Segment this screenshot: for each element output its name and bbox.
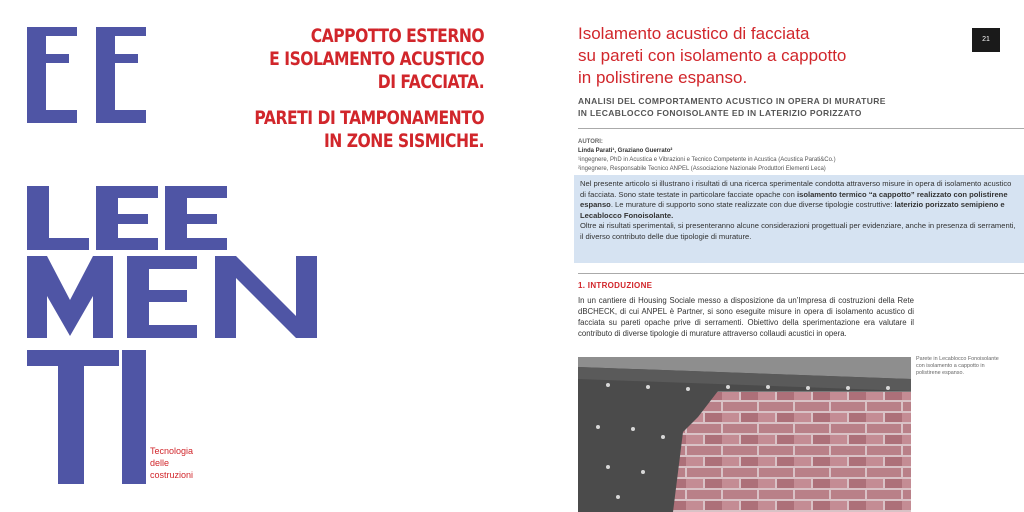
page-number: 21 (972, 28, 1000, 52)
article-subtitle (578, 95, 968, 119)
headline-line: CAPPOTTO ESTERNO (310, 25, 484, 47)
letter-e-1 (27, 27, 77, 75)
affiliation-1: ¹ingegnere, PhD in Acustica e Vibrazioni e Tecnico Competente in Acustica (Acustica Parati&Co.) (578, 157, 836, 163)
intro-paragraph: In un cantiere di Housing Sociale messo a disposizione da un’Impresa di costruzioni della Rete dBCHECK, di cui ANPEL è Partner, si sono eseguite misure in opera di isolamento acustico di facciata su pareti opache prive di serramenti. Obiettivo della sperimentazione era valutare il contributo di diverse tipologie di murature attraverso collaudi acustici in opera. (578, 296, 914, 338)
authors-label: AUTORI: (578, 139, 603, 145)
authors-names: Linda Parati¹, Graziano Guerrato² (578, 148, 673, 154)
headline-line: DI FACCIATA. (377, 71, 484, 93)
divider (578, 128, 1024, 129)
subtitle-line: IN LECABLOCCO FONOISOLANTE ED IN LATERIZIO PORIZZATO (578, 108, 862, 118)
headline-pareti (254, 107, 484, 153)
divider (578, 273, 1024, 274)
wall-photo (578, 357, 911, 512)
article-title (578, 23, 918, 89)
affiliation-2: ²ingegnere, Responsabile Tecnico ANPEL (Associazione Nazionale Produttori Elementi Leca) (578, 166, 826, 172)
headline-line: PARETI DI TAMPONAMENTO (254, 107, 484, 129)
abstract-paragraph-1: Nel presente articolo si illustrano i risultati di una ricerca sperimentale condotta attraverso misure in opera di isolamento acustico di facciata. Sono state testate in particolare facciate opache con isolamento termico “a cappotto” realizzato con polistirene espanso. Le murature di supporto sono state realizzate con due diverse tipologie costruttive: laterizio porizzato semipieno e Lecablocco Fonoisolante. (580, 179, 1012, 220)
photo-caption: Parete in Lecablocco Fonoisolante con isolamento a cappotto in polistirene espanso. (916, 356, 999, 376)
section-heading-introduzione: 1. INTRODUZIONE (578, 281, 653, 290)
right-page (512, 0, 1024, 512)
headline-line: E ISOLAMENTO ACUSTICO (269, 48, 484, 70)
abstract-paragraph-2: Oltre ai risultati sperimentali, si presenteranno alcune considerazioni progettuali per evidenziare, anche in presenza di serramenti, il diverso contributo delle due tipologie di murature. (580, 221, 1016, 241)
abstract-box (574, 175, 1024, 263)
title-line: su pareti con isolamento a cappotto (578, 46, 847, 65)
title-line: Isolamento acustico di facciata (578, 24, 810, 43)
subtitle-line: ANALISI DEL COMPORTAMENTO ACUSTICO IN OPERA DI MURATURE (578, 96, 886, 106)
title-line: in polistirene espanso. (578, 68, 748, 87)
section-label-line: costruzioni (150, 470, 194, 480)
section-label (150, 445, 193, 481)
section-label-line: delle (150, 458, 170, 468)
section-label-line: Tecnologia (150, 446, 194, 456)
headline-line: IN ZONE SISMICHE. (323, 130, 484, 152)
headline-cappotto (269, 25, 484, 94)
authors-block (578, 138, 836, 174)
